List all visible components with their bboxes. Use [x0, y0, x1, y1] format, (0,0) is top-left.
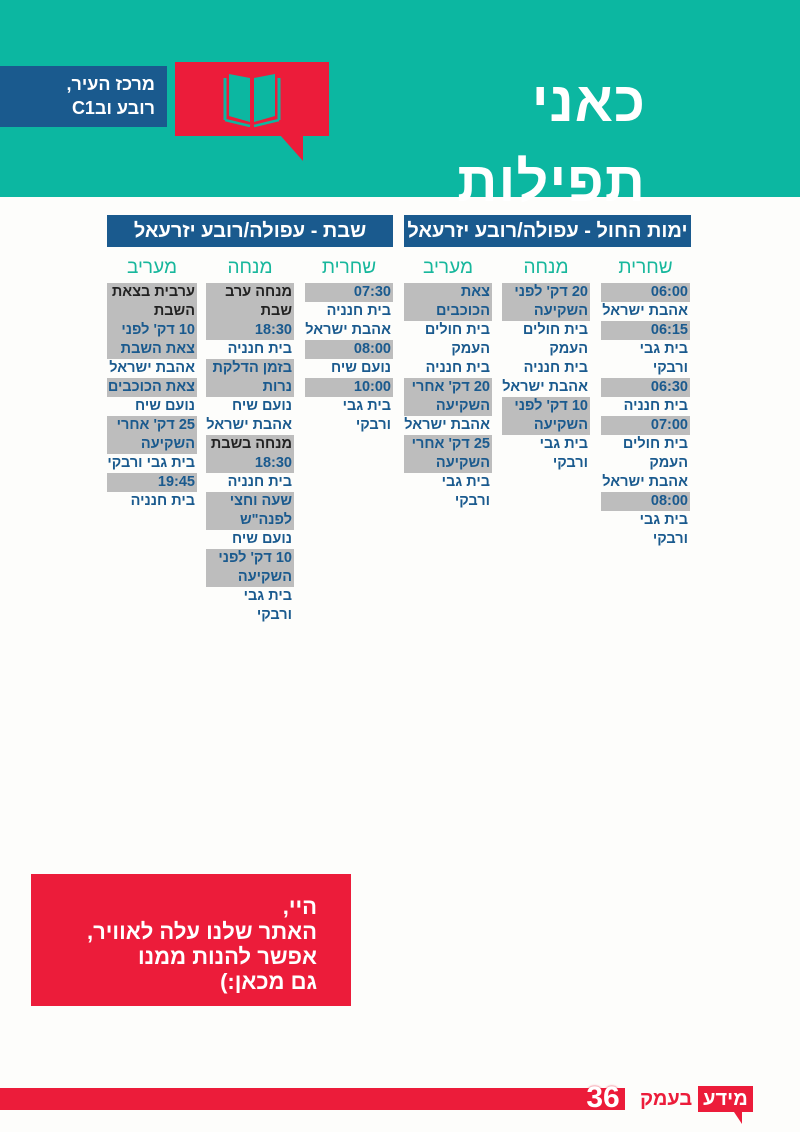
schedule-time: 07:30: [305, 283, 393, 302]
synagogue-name: העמק: [451, 341, 490, 357]
location-line-1: מרכז העיר,: [66, 74, 155, 94]
schedule-time: ערבית בצאת: [107, 283, 197, 302]
schedule-time: 10 דק' לפני: [502, 397, 590, 416]
synagogue-name: בית חנניה: [523, 360, 588, 376]
schedule-time: מנחה ערב: [206, 283, 294, 302]
schedule-time: צאת הכוכבים: [404, 283, 492, 321]
synagogue-name: אהבת ישראל: [109, 360, 195, 376]
notice-line: אפשר להנות ממנו: [138, 944, 317, 969]
schedule-time: לפנה"ש: [206, 511, 294, 530]
synagogue-name: העמק: [549, 341, 588, 357]
synagogue-name: בית חנניה: [227, 341, 292, 357]
schedule-time: השקיעה: [502, 302, 590, 321]
synagogue-name: נועם שיח: [135, 398, 195, 414]
schedule-time: 08:00: [305, 340, 393, 359]
synagogue-name: בית גבי ורבקי: [441, 474, 490, 509]
schedule-time: שבת: [206, 302, 294, 321]
weekday-mincha-column: [502, 255, 590, 473]
synagogue-name: בית גבי ורבקי: [107, 455, 195, 471]
schedule-time: 18:30: [206, 454, 294, 473]
schedule-time: 06:30: [601, 378, 690, 397]
schedule-time: השקיעה: [404, 454, 492, 473]
location-label: [0, 66, 167, 127]
synagogue-name: בית חולים: [622, 436, 688, 452]
synagogue-name: בית חולים: [424, 322, 490, 338]
schedule-time: 08:00: [601, 492, 690, 511]
shabbat-maariv-column: [107, 255, 197, 511]
schedule-time: צאת הכוכבים: [107, 379, 195, 395]
column-title: מעריב: [127, 257, 177, 278]
synagogue-name: בית גבי ורבקי: [539, 436, 588, 471]
schedule-time: נרות: [206, 378, 294, 397]
synagogue-name: בית גבי ורבקי: [342, 398, 391, 433]
synagogue-name: אהבת ישראל: [602, 303, 688, 319]
notice-line: היי,: [282, 894, 317, 919]
section-header-weekday: ימות החול - עפולה/רובע יזרעאל: [404, 215, 691, 247]
schedule-time: 20 דק' לפני: [502, 283, 590, 302]
schedule-time: שעה וחצי: [206, 492, 294, 511]
schedule-time: השקיעה: [206, 568, 294, 587]
weekday-shacharit-column: [601, 255, 690, 549]
schedule-time: 06:00: [601, 283, 690, 302]
synagogue-name: נועם שיח: [232, 398, 292, 414]
synagogue-name: נועם שיח: [232, 531, 292, 547]
synagogue-name: בית גבי ורבקי: [639, 512, 688, 547]
page-number: 36: [586, 1081, 620, 1114]
schedule-time: השבת: [107, 302, 197, 321]
shabbat-mincha-column: [206, 255, 294, 625]
brand-text: בעמק: [640, 1088, 693, 1110]
schedule-time: 18:30: [206, 321, 294, 340]
schedule-time: 10 דק' לפני: [206, 549, 294, 568]
footer-bar: [0, 1088, 625, 1110]
schedule-time: 06:15: [601, 321, 690, 340]
synagogue-name: בית חנניה: [623, 398, 688, 414]
synagogue-name: אהבת ישראל: [305, 322, 391, 338]
schedule-time: השקיעה: [502, 416, 590, 435]
column-title: מנחה: [227, 257, 273, 278]
schedule-time: מנחה בשבת: [206, 435, 294, 454]
synagogue-name: אהבת ישראל: [602, 474, 688, 490]
synagogue-name: העמק: [649, 455, 688, 471]
schedule-time: 10:00: [305, 378, 393, 397]
synagogue-name: בית גבי ורבקי: [243, 588, 292, 623]
notice-line: גם מכאן:): [220, 969, 317, 994]
column-title: מעריב: [423, 257, 473, 278]
synagogue-name: בית חולים: [522, 322, 588, 338]
schedule-time: 10 דק' לפני: [107, 321, 197, 340]
synagogue-name: בית חנניה: [130, 493, 195, 509]
schedule-time: בזמן הדלקת: [206, 359, 294, 378]
shabbat-shacharit-column: [305, 255, 393, 435]
synagogue-name: בית חנניה: [425, 360, 490, 376]
schedule-time: 20 דק' אחרי: [404, 378, 492, 397]
synagogue-name: בית חנניה: [227, 474, 292, 490]
schedule-time: השקיעה: [404, 397, 492, 416]
column-title: שחרית: [321, 257, 377, 278]
column-title: שחרית: [618, 257, 673, 278]
synagogue-name: אהבת ישראל: [502, 379, 588, 395]
schedule-time: השקיעה: [107, 435, 197, 454]
synagogue-name: בית גבי ורבקי: [639, 341, 688, 376]
synagogue-name: אהבת ישראל: [206, 417, 292, 433]
synagogue-name: אהבת ישראל: [404, 417, 490, 433]
brand-logo: [640, 1084, 753, 1114]
schedule-time: 25 דק' אחרי: [404, 435, 492, 454]
open-book-icon: [219, 70, 285, 128]
synagogue-name: נועם שיח: [331, 360, 391, 376]
schedule-time: 19:45: [107, 473, 197, 492]
weekday-maariv-column: [404, 255, 492, 511]
schedule-time: צאת השבת: [107, 340, 197, 359]
website-notice: [31, 874, 351, 1006]
schedule-time: 07:00: [601, 416, 690, 435]
notice-line: האתר שלנו עלה לאוויר,: [87, 919, 317, 944]
page-title: כאני תפילות: [457, 70, 646, 213]
column-title: מנחה: [523, 257, 569, 278]
synagogue-name: בית חנניה: [326, 303, 391, 319]
location-line-2: רובע ובC1: [71, 98, 155, 118]
brand-box: מידע: [698, 1086, 753, 1112]
schedule-time: 25 דק' אחרי: [107, 416, 197, 435]
section-header-shabbat: שבת - עפולה/רובע יזרעאל: [107, 215, 393, 247]
